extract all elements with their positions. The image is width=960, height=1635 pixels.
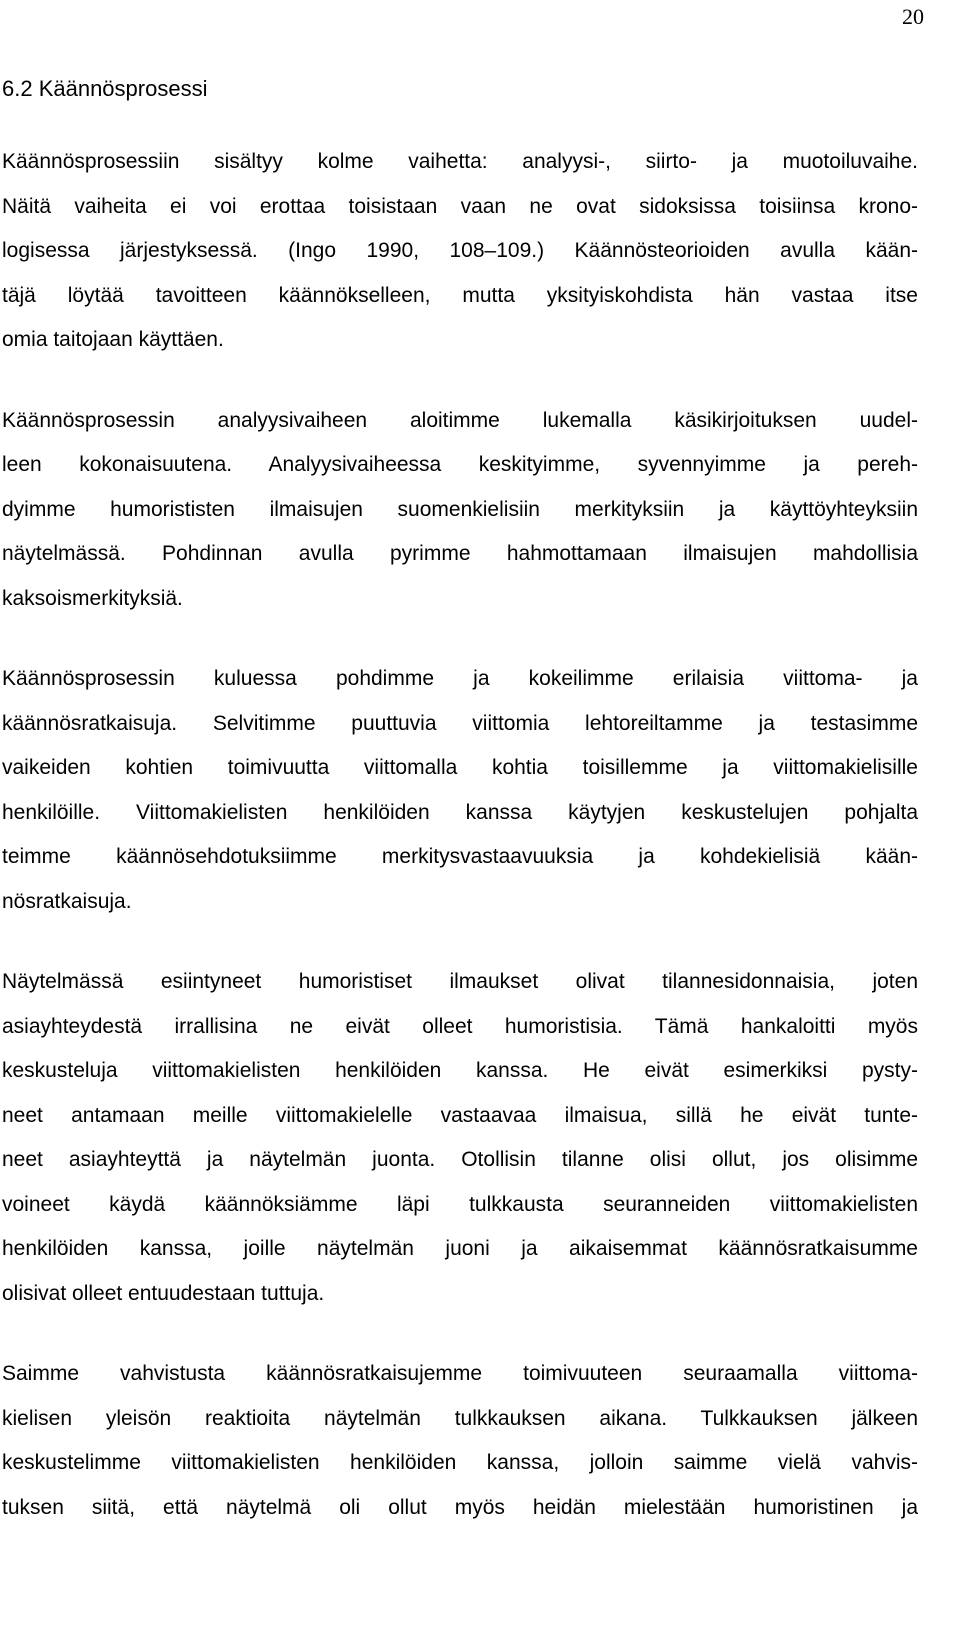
text-line: kielisen yleisön reaktioita näytelmän tulkkauksen aikana. Tulkkauksen jälkeen [2,1406,918,1430]
text-line: logisessa järjestyksessä. (Ingo 1990, 108–109.) Käännösteorioiden avulla kään- [2,239,918,262]
text-line: kaksoismerkityksiä. [2,586,183,610]
text-line: henkilöiden kanssa, joille näytelmän juoni ja aikaisemmat käännösratkaisumme [2,1237,918,1260]
text-line: Näytelmässä esiintyneet humoristiset ilmaukset olivat tilannesidonnaisia, joten [2,970,918,993]
text-line: Käännösprosessiin sisältyy kolme vaihetta: analyysi-, siirto- ja muotoiluvaihe. [2,150,918,173]
text-line: Käännösprosessin kuluessa pohdimme ja kokeilimme erilaisia viittoma- ja [2,667,918,690]
paragraph-4 [2,960,918,1316]
document-body [2,72,918,1566]
text-line: Saimme vahvistusta käännösratkaisujemme toimivuuteen seuraamalla viittoma- [2,1362,918,1385]
text-line: teimme käännösehdotuksiimme merkitysvastaavuuksia ja kohdekielisiä kään- [2,845,918,868]
text-line: vaikeiden kohtien toimivuutta viittomalla kohtia toisillemme ja viittomakielisille [2,756,918,779]
text-line: näytelmässä. Pohdinnan avulla pyrimme hahmottamaan ilmaisujen mahdollisia [2,542,918,565]
paragraph-1 [2,140,918,363]
text-line: dyimme humorististen ilmaisujen suomenkielisiin merkityksiin ja käyttöyhteyksiin [2,497,918,521]
text-line: olisivat olleet entuudestaan tuttuja. [2,1281,325,1305]
text-line: neet antamaan meille viittomakielelle vastaavaa ilmaisua, sillä he eivät tunte- [2,1103,918,1127]
section-heading: 6.2 Käännösprosessi [2,76,208,101]
text-line: neet asiayhteyttä ja näytelmän juonta. Otollisin tilanne olisi ollut, jos olisimme [2,1148,918,1171]
paragraph-3 [2,657,918,924]
text-line: Näitä vaiheita ei voi erottaa toisistaan vaan ne ovat sidoksissa toisiinsa krono- [2,194,918,218]
paragraph-2 [2,399,918,622]
text-line: keskustelimme viittomakielisten henkilöiden kanssa, jolloin saimme vielä vahvis- [2,1451,918,1474]
text-line: täjä löytää tavoitteen käännökselleen, mutta yksityiskohdista hän vastaa itse [2,283,918,307]
text-line: käännösratkaisuja. Selvitimme puuttuvia viittomia lehtoreiltamme ja testasimme [2,711,918,735]
text-line: tuksen siitä, että näytelmä oli ollut myös heidän mielestään humoristinen ja [2,1495,918,1519]
text-line: voineet käydä käännöksiämme läpi tulkkausta seuranneiden viittomakielisten [2,1192,918,1216]
text-line: asiayhteydestä irrallisina ne eivät olleet humoristisia. Tämä hankaloitti myös [2,1014,918,1038]
text-line: leen kokonaisuutena. Analyysivaiheessa keskityimme, syvennyimme ja pereh- [2,453,918,476]
text-line: keskusteluja viittomakielisten henkilöiden kanssa. He eivät esimerkiksi pysty- [2,1059,918,1082]
text-line: henkilöille. Viittomakielisten henkilöiden kanssa käytyjen keskustelujen pohjalta [2,800,918,824]
page-number: 20 [902,4,924,29]
text-line: omia taitojaan käyttäen. [2,328,224,351]
paragraph-5 [2,1352,918,1530]
text-line: Käännösprosessin analyysivaiheen aloitimme lukemalla käsikirjoituksen uudel- [2,408,918,432]
text-line: nösratkaisuja. [2,889,132,913]
